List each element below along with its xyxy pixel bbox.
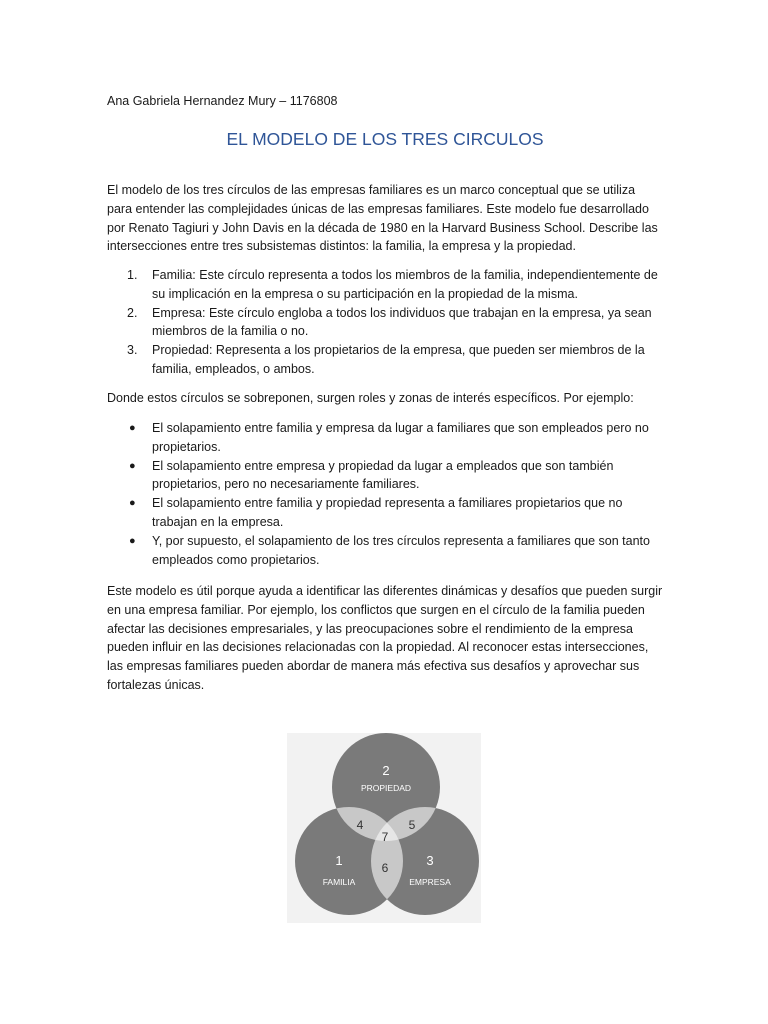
three-circles-diagram xyxy=(287,733,481,923)
list-item-text: El solapamiento entre familia y empresa da lugar a familiares que son empleados pero no propietarios. xyxy=(152,421,649,454)
bullet-icon: ● xyxy=(129,422,136,434)
list-item-text: Y, por supuesto, el solapamiento de los tres círculos representa a familiares que son tanto empleados como propietarios. xyxy=(152,533,650,567)
list-item xyxy=(107,532,663,570)
list-item xyxy=(107,457,663,495)
list-item-text: Empresa: Este círculo engloba a todos los individuos que trabajan en la empresa, ya sean miembros de la familia o no. xyxy=(152,305,652,339)
bullet-icon: ● xyxy=(129,534,136,547)
list-item-text: Propiedad: Representa a los propietarios de la empresa, que pueden ser miembros de la familia, empleados, o ambos. xyxy=(152,343,645,376)
closing-paragraph: Este modelo es útil porque ayuda a identificar las diferentes dinámicas y desafíos que pueden surgir en una empresa familiar. Por ejemplo, los conflictos que surgen en el círculo de la familia pueden afectar las decisiones empresariales, y las preocupaciones sobre el rendimiento de la empresa pueden influir en las decisiones relacionadas con la propiedad. Al reconocer estas intersecciones, las empresas familiares pueden abordar de manera más efectiva sus desafíos y aprovechar sus fortalezas únicas. xyxy=(107,584,663,692)
venn-diagram-svg xyxy=(287,733,481,923)
list-item-text: El solapamiento entre familia y propiedad representa a familiares propietarios que no trabajan en la empresa. xyxy=(152,496,623,529)
region-4-label: 4 xyxy=(356,818,364,832)
region-7-label: 7 xyxy=(381,830,389,844)
bullet-list xyxy=(107,419,663,569)
list-item-text: El solapamiento entre empresa y propiedad da lugar a empleados que son también propietarios, pero no necesariamente familiares. xyxy=(152,458,614,492)
bullet-icon: ● xyxy=(129,497,136,510)
list-item xyxy=(107,341,663,379)
numbered-list xyxy=(107,266,663,379)
intro-paragraph: El modelo de los tres círculos de las empresas familiares es un marco conceptual que se utiliza para entender las complejidades únicas de las empresas familiares. Este modelo fue desarrollado por Renato Tagiuri y John Davis en la década de 1980 en la Harvard Business School. Describe las intersecciones entre tres subsistemas distintos: la familia, la empresa y la propiedad. xyxy=(107,183,658,254)
list-marker: 2. xyxy=(127,305,138,320)
list-item-text: Familia: Este círculo representa a todos los miembros de la familia, independientemente de su implicación en la empresa o su participación en la propiedad de la misma. xyxy=(152,268,658,301)
region-6-label: 6 xyxy=(381,861,389,875)
list-item xyxy=(107,266,663,304)
list-marker: 3. xyxy=(127,343,138,358)
document-title: EL MODELO DE LOS TRES CIRCULOS xyxy=(226,129,544,149)
lead-paragraph: Donde estos círculos se sobreponen, surgen roles y zonas de interés específicos. Por ejemplo: xyxy=(107,391,634,405)
empresa-number: 3 xyxy=(426,853,434,868)
region-5-label: 5 xyxy=(408,818,416,832)
list-marker: 1. xyxy=(127,268,138,282)
list-item xyxy=(107,494,663,532)
propiedad-label: PROPIEDAD xyxy=(360,783,412,793)
list-item xyxy=(107,419,663,457)
familia-label: FAMILIA xyxy=(322,877,356,887)
bullet-icon: ● xyxy=(129,459,136,472)
propiedad-number: 2 xyxy=(382,763,390,778)
familia-number: 1 xyxy=(335,853,343,868)
empresa-label: EMPRESA xyxy=(409,877,451,887)
author-line: Ana Gabriela Hernandez Mury – 1176808 xyxy=(107,94,338,108)
list-item xyxy=(107,304,663,342)
